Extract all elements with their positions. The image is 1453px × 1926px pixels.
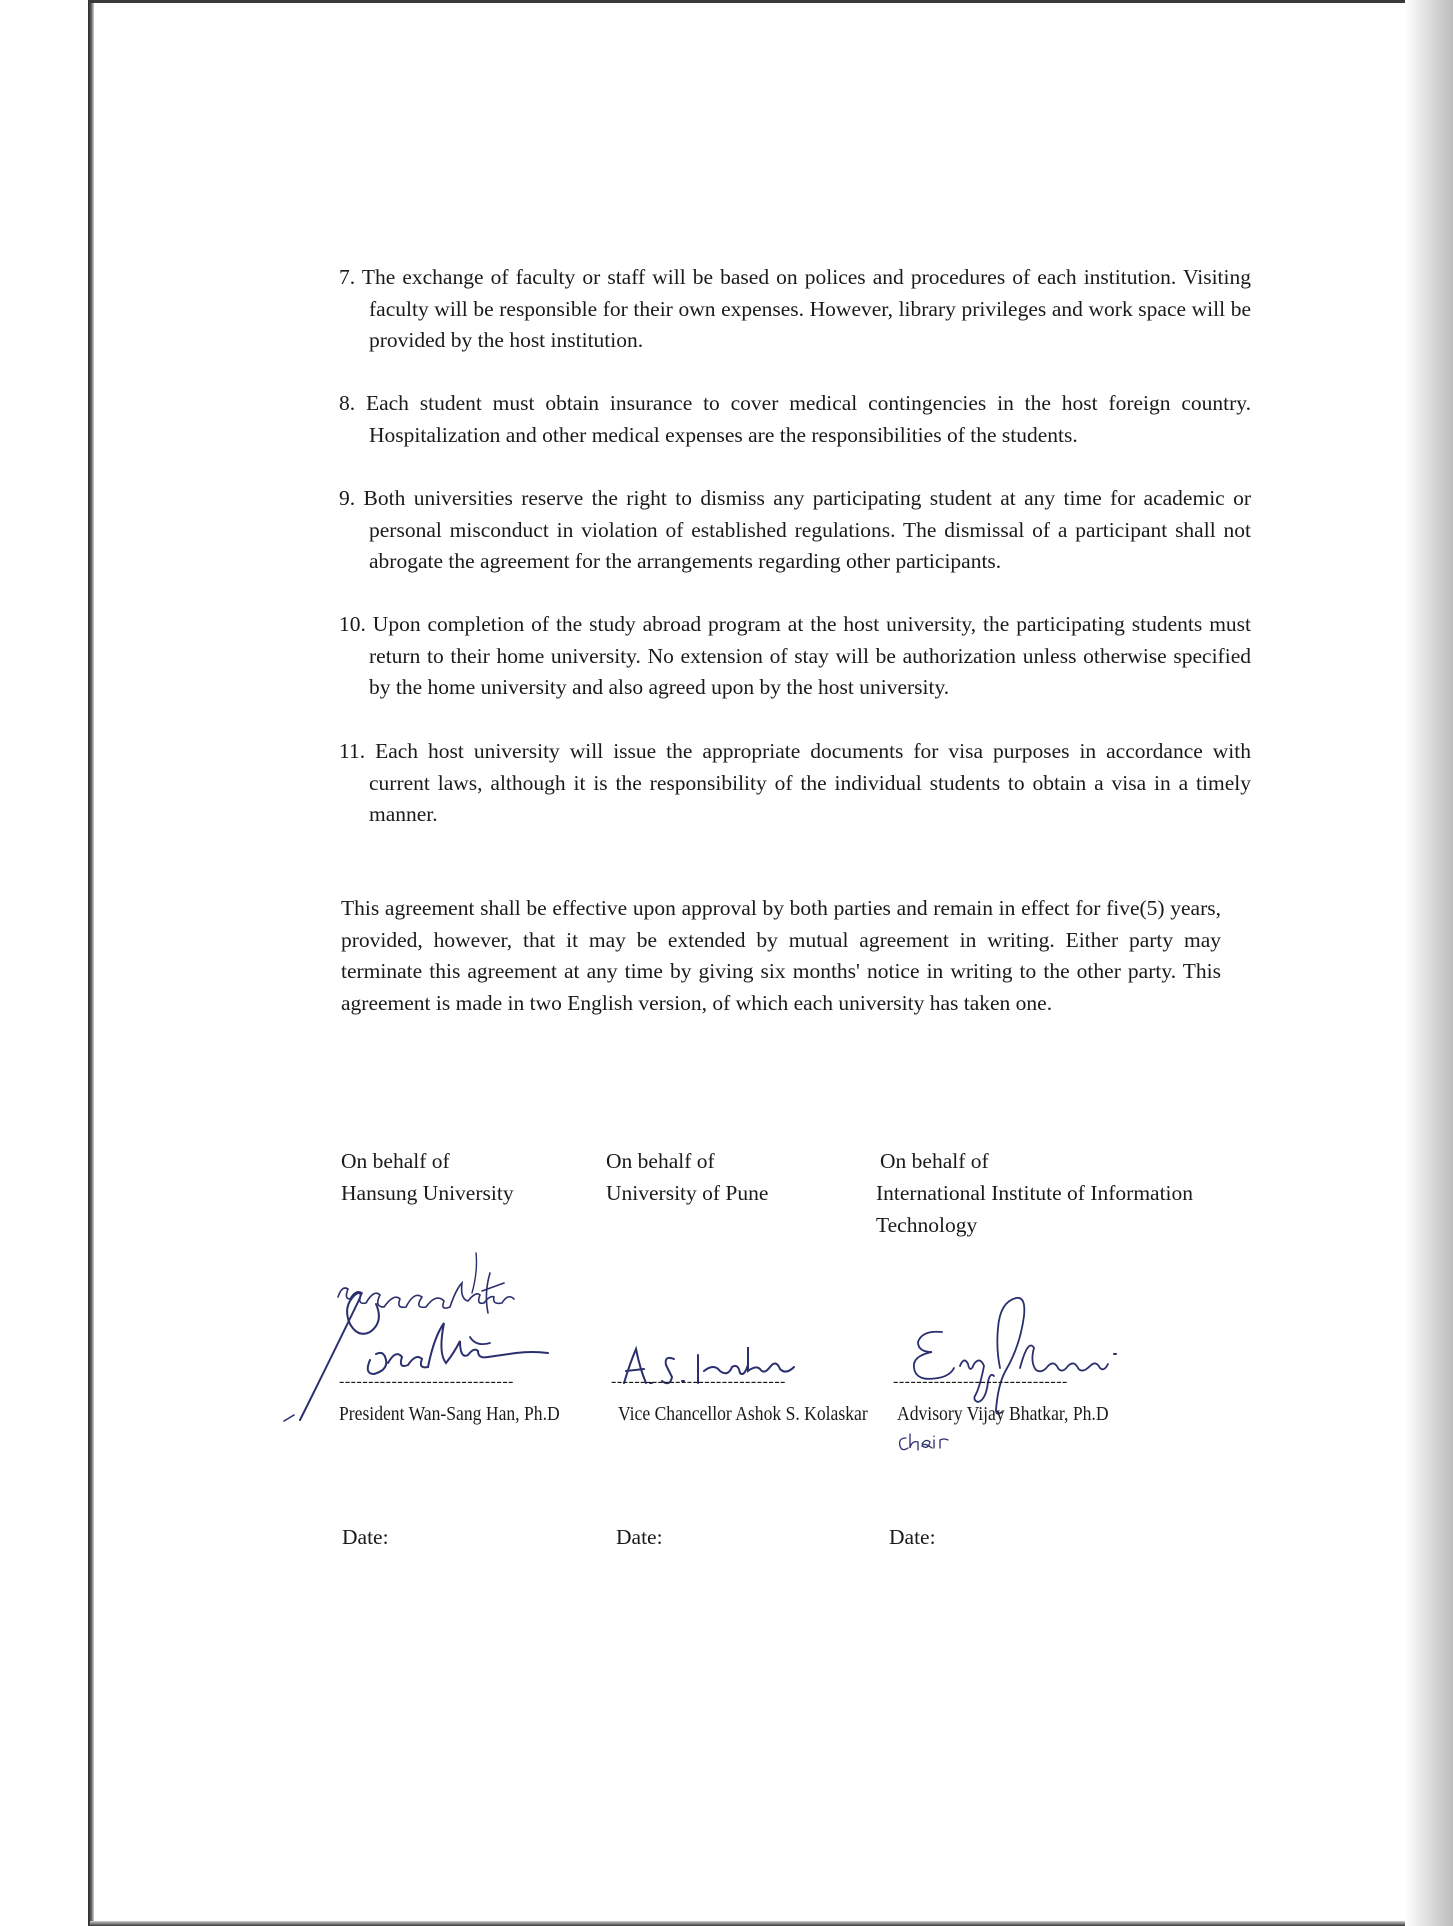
clause-number: 11.: [339, 739, 376, 763]
signatory-name-iiit: Advisory Vijay Bhatkar, Ph.D: [897, 1403, 1109, 1425]
clause-text: Each student must obtain insurance to cover medical contingencies in the host foreign country. Hospitalization and other medical expenses are the responsibilities of the students.: [365, 391, 1251, 447]
page-border-top: [90, 0, 1410, 3]
clause-number: 10.: [339, 612, 373, 636]
signatory-name-hansung: President Wan-Sang Han, Ph.D: [339, 1403, 560, 1425]
on-behalf-label: On behalf of: [606, 1149, 715, 1173]
clause-number: 8.: [339, 391, 366, 415]
clause-number: 7.: [339, 265, 362, 289]
signatory-name-pune: Vice Chancellor Ashok S. Kolaskar: [618, 1403, 868, 1425]
clause-8: [339, 388, 1251, 451]
institution-name-text: International Institute of Information Technology: [876, 1181, 1194, 1237]
page-shadow-right: [1405, 0, 1453, 1926]
on-behalf-label: On behalf of: [880, 1149, 989, 1173]
date-label-pune: Date:: [616, 1525, 663, 1549]
page-border-left: [88, 0, 94, 1926]
date-label-iiit: Date:: [889, 1525, 936, 1549]
signatory-hansung: [341, 1145, 581, 1209]
page-margin-left: [0, 0, 88, 1926]
clause-number: 9.: [339, 486, 364, 510]
institution-name: Hansung University: [341, 1181, 514, 1205]
on-behalf-label: On behalf of: [341, 1149, 450, 1173]
clause-7: [339, 262, 1251, 357]
clause-text: Upon completion of the study abroad program at the host university, the participating students must return to their home university. No extension of stay will be authorization unless otherwise specified by the home university and also agreed upon by the host university.: [369, 612, 1252, 699]
signatory-iiit: [876, 1145, 1216, 1241]
institution-name: [876, 1177, 1216, 1241]
effective-paragraph: This agreement shall be effective upon approval by both parties and remain in effect for five(5) years, provided, however, that it may be extended by mutual agreement in writing. Either party may terminate this agreement at any time by giving six months' notice in writing to the other party. This agreement is made in two English version, of which each university has taken one.: [341, 896, 1221, 1015]
clause-text: The exchange of faculty or staff will be based on polices and procedures of each institution. Visiting faculty will be responsible for their own expenses. However, library privileges and work space will be provided by the host institution.: [361, 265, 1251, 352]
signature-line-pune: ------------------------------: [611, 1373, 786, 1390]
signatory-pune: [606, 1145, 846, 1209]
chair-handwritten-note: [896, 1430, 956, 1454]
clause-11: [339, 736, 1251, 831]
signature-line-hansung: ------------------------------: [339, 1373, 514, 1390]
clause-text: Both universities reserve the right to dismiss any participating student at any time for academic or personal misconduct in violation of established regulations. The dismissal of a participant shall not abrogate the agreement for the arrangements regarding other participants.: [363, 486, 1252, 573]
clause-10: [339, 609, 1251, 704]
hansung-signature-image: [290, 1225, 590, 1430]
date-label-hansung: Date:: [342, 1525, 389, 1549]
signature-line-iiit: ------------------------------: [893, 1373, 1068, 1390]
clause-9: [339, 483, 1251, 578]
page-border-bottom: [90, 1921, 1410, 1926]
institution-name: University of Pune: [606, 1181, 769, 1205]
clause-text: Each host university will issue the appropriate documents for visa purposes in accordance with current laws, although it is the responsibility of the individual students to obtain a visa in a timely manner.: [369, 739, 1252, 826]
